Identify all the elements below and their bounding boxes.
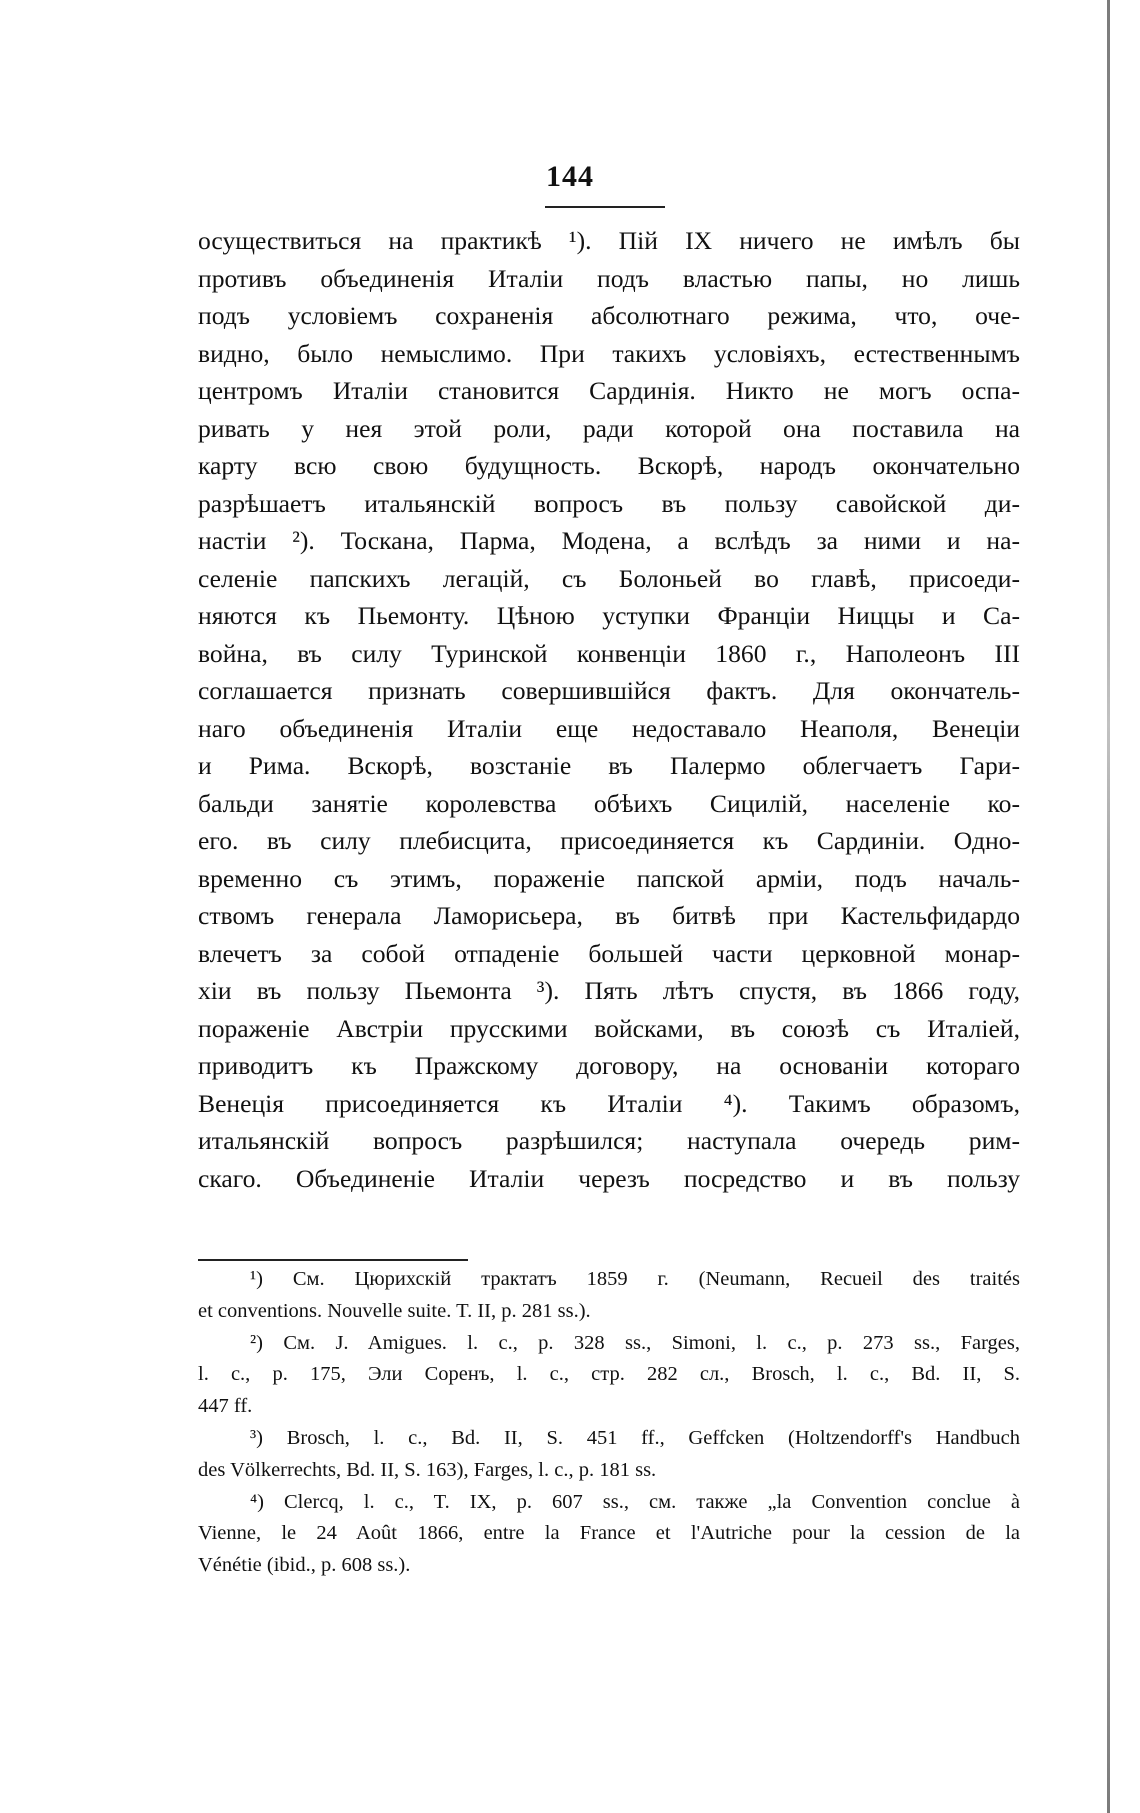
footnote-line: 447 ff. — [198, 1395, 253, 1418]
footnote-line: ⁴) Clercq, l. c., T. IX, p. 607 ss., см. также „la Convention conclue à — [250, 1490, 1020, 1513]
text-line: влечетъ за собой отпаденіе большей части церковной монар- — [198, 938, 1020, 968]
text-line: ствомъ генерала Ламорисьера, въ битвѣ при Кастельфидардо — [198, 901, 1020, 930]
text-line: наго объединенія Италіи еще недоставало Неаполя, Венеціи — [198, 713, 1020, 743]
text-line: центромъ Италіи становится Сардинія. Никто не могъ оспа- — [198, 376, 1020, 405]
footnotes — [198, 1264, 1020, 1582]
footnote-line: et conventions. Nouvelle suite. T. II, p. 281 ss.). — [198, 1299, 591, 1322]
page-number: 144 — [546, 160, 594, 193]
text-line: временно съ этимъ, пораженіе папской арміи, подъ началь- — [198, 863, 1020, 893]
text-line: соглашается признать совершившійся фактъ. Для окончатель- — [198, 676, 1020, 705]
footnote-line: ³) Brosch, l. c., Bd. II, S. 451 ff., Geffcken (Holtzendorff's Handbuch — [250, 1426, 1020, 1449]
page-edge-shadow — [1107, 0, 1110, 1813]
main-text — [198, 222, 1020, 1197]
text-line: Венеція присоединяется къ Италіи ⁴). Такимъ образомъ, — [198, 1088, 1020, 1118]
page-number-underline — [545, 206, 665, 208]
text-line: бальди занятіе королевства обѣихъ Сицилій, населеніе ко- — [198, 788, 1020, 818]
text-line: разрѣшаетъ итальянскій вопросъ въ пользу савойской ди- — [198, 488, 1020, 518]
text-line: видно, было немыслимо. При такихъ условіяхъ, естественнымъ — [198, 338, 1020, 368]
text-line: приводитъ къ Пражскому договору, на основаніи котораго — [198, 1051, 1020, 1080]
text-line: хіи въ пользу Пьемонта ³). Пять лѣтъ спустя, въ 1866 году, — [198, 976, 1020, 1005]
text-line: селеніе папскихъ легацій, съ Болоньей во главѣ, присоеди- — [198, 563, 1020, 593]
footnote-line: ¹) См. Цюрихскій трактатъ 1859 г. (Neumann, Recueil des traités — [250, 1268, 1020, 1290]
footnote-line: des Völkerrechts, Bd. II, S. 163), Farges, l. c., p. 181 ss. — [198, 1458, 657, 1481]
text-line: подъ условіемъ сохраненія абсолютнаго режима, что, оче- — [198, 301, 1020, 330]
footnote-separator — [198, 1259, 468, 1261]
footnote-line: ²) См. J. Amigues. l. c., p. 328 ss., Simoni, l. c., p. 273 ss., Farges, — [250, 1331, 1020, 1354]
footnote-line: Vienne, le 24 Août 1866, entre la France et l'Autriche pour la cession de la — [198, 1522, 1020, 1545]
text-line: его. въ силу плебисцита, присоединяется къ Сардиніи. Одно- — [198, 826, 1020, 855]
text-line: настіи ²). Тоскана, Парма, Модена, а вслѣдъ за ними и на- — [198, 526, 1020, 555]
text-line: осуществиться на практикѣ ¹). Пій IX ничего не имѣлъ бы — [198, 226, 1020, 255]
text-line: скаго. Объединеніе Италіи черезъ посредство и въ пользу — [198, 1163, 1020, 1193]
text-line: карту всю свою будущность. Вскорѣ, народъ окончательно — [198, 451, 1020, 480]
footnote-line: Vénétie (ibid., p. 608 ss.). — [198, 1554, 411, 1577]
text-line: и Рима. Вскорѣ, возстаніе въ Палермо облегчаетъ Гари- — [198, 751, 1020, 780]
text-line: итальянскій вопросъ разрѣшился; наступала очередь рим- — [198, 1126, 1020, 1155]
text-line: пораженіе Австріи прусскими войсками, въ союзѣ съ Италіей, — [198, 1013, 1020, 1043]
footnote-line: l. c., p. 175, Эли Соренъ, l. c., стр. 282 сл., Brosch, l. c., Bd. II, S. — [198, 1363, 1020, 1386]
text-line: война, въ силу Туринской конвенціи 1860 г., Наполеонъ III — [198, 638, 1020, 668]
text-line: ривать у нея этой роли, ради которой она поставила на — [198, 413, 1020, 443]
text-line: противъ объединенія Италіи подъ властью папы, но лишь — [198, 263, 1020, 293]
text-line: няются къ Пьемонту. Цѣною уступки Франціи Ниццы и Са- — [198, 601, 1020, 630]
